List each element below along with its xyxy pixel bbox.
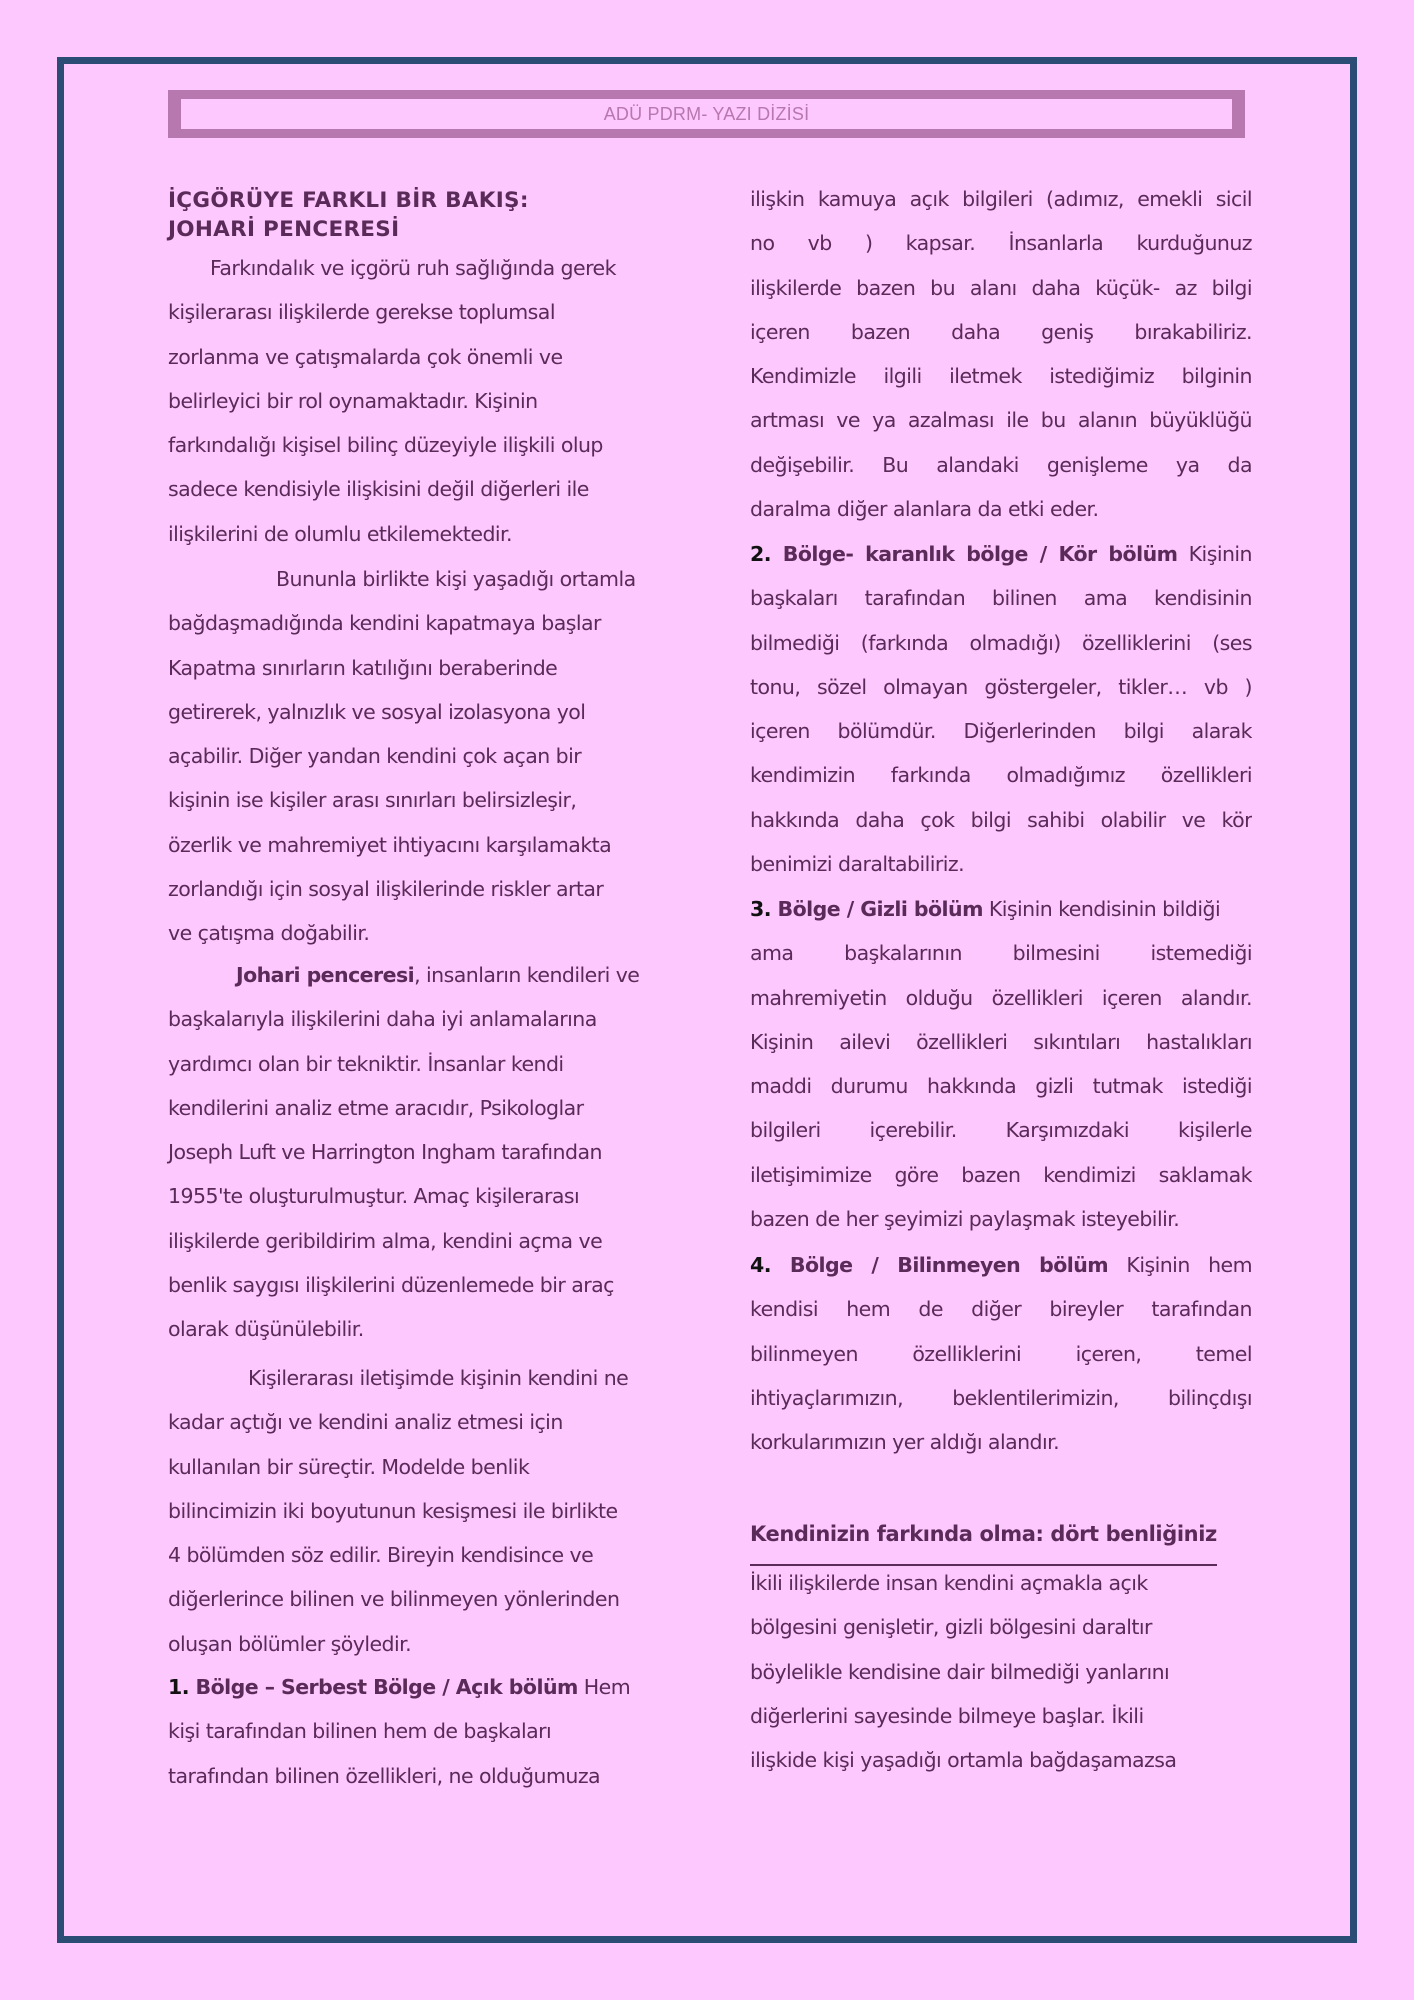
paragraph-line bbox=[168, 953, 668, 997]
zone-2-section bbox=[750, 532, 1252, 886]
paragraph-line: korkularımızın yer aldığı alandır. bbox=[750, 1430, 1060, 1455]
paragraph-line: daralma diğer alanlara da etki eder. bbox=[750, 497, 1099, 522]
paragraph-line: kullanılan bir süreçtir. Modelde benlik bbox=[168, 1454, 530, 1479]
zone-3-text bbox=[750, 931, 1252, 1241]
paragraph-line: hakkında daha çok bilgi sahibi olabilir ve kör bbox=[750, 807, 1252, 832]
line-text: Kişinin bbox=[1177, 542, 1252, 566]
paragraph-line: içeren bölümdür. Diğerlerinden bilgi alarak bbox=[750, 719, 1252, 744]
paragraph-line: 1955'te oluşturulmuştur. Amaç kişilerarası bbox=[168, 1184, 580, 1209]
paragraph-line: kişi tarafından bilinen hem de başkaları bbox=[168, 1719, 552, 1744]
line-text: , insanların kendileri ve bbox=[414, 963, 640, 987]
paragraph-line: açabilir. Diğer yandan kendini çok açan bir bbox=[168, 744, 582, 769]
paragraph-line: Kendimizle ilgili iletmek istediğimiz bilginin bbox=[750, 364, 1252, 389]
paragraph-line: artması ve ya azalması ile bu alanın büyüklüğü bbox=[750, 408, 1252, 433]
paragraph-line: zorlandığı için sosyal ilişkilerinde riskler artar bbox=[168, 877, 604, 902]
paragraph-line: içeren bazen daha geniş bırakabiliriz. bbox=[750, 319, 1252, 344]
paragraph-line: başkaları tarafından bilinen ama kendisinin bbox=[750, 586, 1252, 611]
line-text: Kişinin kendisinin bildiği bbox=[982, 897, 1221, 921]
line-text: Hem bbox=[577, 1675, 631, 1699]
paragraph-line: oluşan bölümler şöyledir. bbox=[168, 1631, 412, 1656]
title-line-2: JOHARİ PENCERESİ bbox=[168, 217, 400, 242]
zone-2-heading-line bbox=[750, 532, 1252, 576]
paragraph-line: getirerek, yalnızlık ve sosyal izolasyona yol bbox=[168, 699, 586, 724]
zone-4-number: 4. bbox=[750, 1253, 771, 1277]
paragraph-line: bilmediği (farkında olmadığı) özelliklerini (ses bbox=[750, 630, 1252, 655]
paragraph-line: iletişimimize göre bazen kendimizi saklamak bbox=[750, 1162, 1252, 1187]
paragraph-line: bilincimizin iki boyutunun kesişmesi ile birlikte bbox=[168, 1498, 618, 1523]
paragraph-line: diğerlerini sayesinde bilmeye başlar. İkili bbox=[750, 1703, 1144, 1728]
zone-1-text bbox=[168, 1709, 668, 1798]
paragraph-johari bbox=[168, 953, 668, 1352]
paragraph-line: bilinmeyen özelliklerini içeren, temel bbox=[750, 1341, 1252, 1366]
line-text: Kişinin hem bbox=[1108, 1253, 1252, 1277]
paragraph-line: Kapatma sınırların katılığını beraberinde bbox=[168, 655, 558, 680]
zone-2-number: 2. bbox=[750, 542, 771, 566]
paragraph-line: Bununla birlikte kişi yaşadığı ortamla bbox=[276, 567, 636, 591]
zone-1-title: Bölge – Serbest Bölge / Açık bölüm bbox=[188, 1675, 578, 1699]
series-header-bar bbox=[168, 90, 1245, 138]
paragraph-line: kendilerini analiz etme aracıdır, Psikologlar bbox=[168, 1095, 584, 1120]
paragraph-line: bölgesini genişletir, gizli bölgesini daraltır bbox=[750, 1615, 1152, 1640]
paragraph-line: Kişilerarası iletişimde kişinin kendini ne bbox=[248, 1366, 629, 1390]
zone-4-title: Bölge / Bilinmeyen bölüm bbox=[770, 1253, 1109, 1277]
paragraph-line: Kişinin ailevi özellikleri sıkıntıları hastalıkları bbox=[750, 1029, 1252, 1054]
paragraph-line: tarafından bilinen özellikleri, ne olduğumuza bbox=[168, 1763, 601, 1788]
paragraph-line: değişebilir. Bu alandaki genişleme ya da bbox=[750, 452, 1252, 477]
paragraph-line: bazen de her şeyimizi paylaşmak isteyebilir. bbox=[750, 1207, 1180, 1232]
paragraph-line: kişinin ise kişiler arası sınırları belirsizleşir, bbox=[168, 788, 577, 813]
paragraph-line: diğerlerince bilinen ve bilinmeyen yönlerinden bbox=[168, 1587, 620, 1612]
paragraph-line: benlik saygısı ilişkilerini düzenlemede bir araç bbox=[168, 1273, 614, 1298]
paragraph-process bbox=[168, 1356, 668, 1666]
paragraph-line: özerlik ve mahremiyet ihtiyacını karşılamakta bbox=[168, 832, 612, 857]
paragraph-line: ilişkide kişi yaşadığı ortamla bağdaşamazsa bbox=[750, 1748, 1177, 1773]
paragraph-johari-rest bbox=[168, 997, 668, 1351]
title-line-1: İÇGÖRÜYE FARKLI BİR BAKIŞ: bbox=[168, 188, 529, 213]
paragraph-line: maddi durumu hakkında gizli tutmak istediği bbox=[750, 1074, 1252, 1099]
paragraph-line: olarak düşünülebilir. bbox=[168, 1317, 364, 1342]
paragraph-line: bağdaşmadığında kendini kapatmaya başlar bbox=[168, 611, 601, 636]
zone-1-continued bbox=[750, 177, 1252, 531]
paragraph-closing bbox=[750, 1561, 1252, 1782]
paragraph-line: yardımcı olan bir tekniktir. İnsanlar kendi bbox=[168, 1051, 564, 1076]
paragraph-line: ilişkilerde bazen bu alanı daha küçük- az bilgi bbox=[750, 275, 1252, 300]
paragraph-line: kendisi hem de diğer bireyler tarafından bbox=[750, 1297, 1252, 1322]
paragraph-intro bbox=[168, 246, 668, 556]
paragraph-line: zorlanma ve çatışmalarda çok önemli ve bbox=[168, 344, 563, 369]
paragraph-line: ama başkalarının bilmesini istemediği bbox=[750, 941, 1252, 966]
paragraph-line: başkalarıyla ilişkilerini daha iyi anlamalarına bbox=[168, 1007, 597, 1032]
paragraph-line: sadece kendisiyle ilişkisini değil diğerleri ile bbox=[168, 477, 589, 502]
zone-1-section bbox=[168, 1665, 668, 1798]
paragraph-line: ihtiyaçlarımızın, beklentilerimizin, bilinçdışı bbox=[750, 1385, 1252, 1410]
paragraph-line: mahremiyetin olduğu özellikleri içeren alandır. bbox=[750, 985, 1252, 1010]
paragraph-line: İkili ilişkilerde insan kendini açmakla açık bbox=[750, 1571, 1148, 1595]
zone-3-title: Bölge / Gizli bölüm bbox=[770, 897, 983, 921]
paragraph-line: böylelikle kendisine dair bilmediği yanlarını bbox=[750, 1659, 1170, 1684]
paragraph-line: Farkındalık ve içgörü ruh sağlığında gerek bbox=[210, 256, 616, 280]
paragraph-line: kişilerarası ilişkilerde gerekse toplumsal bbox=[168, 300, 555, 325]
paragraph-line: ilişkilerde geribildirim alma, kendini açma ve bbox=[168, 1228, 603, 1253]
zone-4-heading-line bbox=[750, 1243, 1252, 1287]
paragraph-line: Joseph Luft ve Harrington Ingham tarafından bbox=[168, 1140, 602, 1165]
paragraph-line: benimizi daraltabiliriz. bbox=[750, 852, 965, 877]
zone-1-number: 1. bbox=[168, 1675, 189, 1699]
zone-3-section bbox=[750, 887, 1252, 1241]
series-label: ADÜ PDRM- YAZI DİZİSİ bbox=[603, 104, 810, 124]
paragraph-line: tonu, sözel olmayan göstergeler, tikler… vb ) bbox=[750, 674, 1252, 699]
paragraph-line: no vb ) kapsar. İnsanlarla kurduğunuz bbox=[750, 231, 1252, 256]
paragraph-closing-off bbox=[168, 557, 668, 956]
subheading bbox=[750, 1519, 1252, 1549]
zone-1-heading-line bbox=[168, 1665, 668, 1709]
paragraph-line: ilişkin kamuya açık bilgileri (adımız, emekli sicil bbox=[750, 187, 1252, 211]
paragraph-line: 4 bölümden söz edilir. Bireyin kendisince ve bbox=[168, 1543, 594, 1568]
paragraph-line: ve çatışma doğabilir. bbox=[168, 921, 370, 946]
johari-term: Johari penceresi bbox=[236, 963, 415, 987]
zone-3-heading-line bbox=[750, 887, 1252, 931]
zone-4-section bbox=[750, 1243, 1252, 1464]
zone-3-number: 3. bbox=[750, 897, 771, 921]
paragraph-line: farkındalığı kişisel bilinç düzeyiyle ilişkili olup bbox=[168, 433, 603, 458]
paragraph-line: belirleyici bir rol oynamaktadır. Kişinin bbox=[168, 388, 538, 413]
paragraph-line: bilgileri içerebilir. Karşımızdaki kişilerle bbox=[750, 1118, 1252, 1143]
subheading-text: Kendinizin farkında olma: dört benliğiniz bbox=[750, 1522, 1217, 1546]
article-title bbox=[168, 186, 668, 244]
paragraph-line: kendimizin farkında olmadığımız özellikleri bbox=[750, 763, 1252, 788]
zone-2-title: Bölge- karanlık bölge / Kör bölüm bbox=[770, 542, 1178, 566]
paragraph-line: ilişkilerini de olumlu etkilemektedir. bbox=[168, 521, 513, 546]
zone-2-text bbox=[750, 576, 1252, 886]
zone-4-text bbox=[750, 1287, 1252, 1464]
paragraph-line: kadar açtığı ve kendini analiz etmesi için bbox=[168, 1410, 563, 1435]
